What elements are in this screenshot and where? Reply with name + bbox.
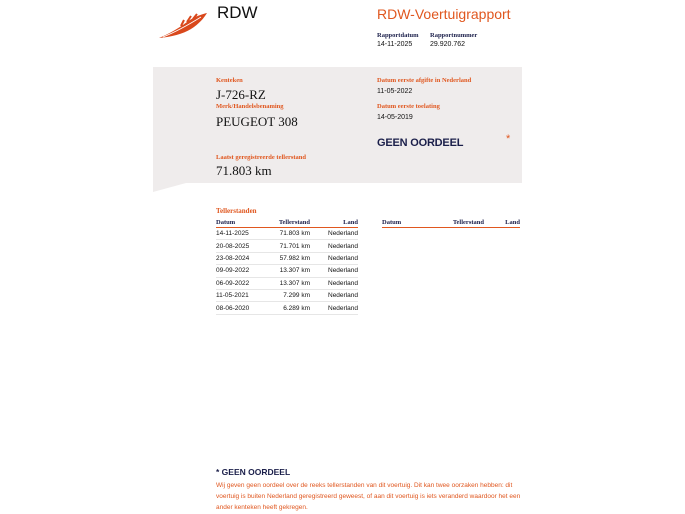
col-datum: Datum [382, 218, 432, 228]
cell-datum: 09-09-2022 [216, 265, 266, 277]
panel-notch [153, 183, 186, 192]
vehicle-summary-panel [153, 67, 522, 183]
cell-datum: 06-09-2022 [216, 277, 266, 289]
kenteken-value: J-726-RZ [216, 87, 266, 102]
tellerstanden-table-left [216, 218, 358, 315]
col-datum: Datum [216, 218, 266, 228]
table-header-row [382, 218, 520, 228]
cell-datum: 08-06-2020 [216, 302, 266, 314]
laatst-tellerstand-value: 71.803 km [216, 163, 272, 178]
cell-datum: 14-11-2025 [216, 228, 266, 240]
footnote-title: * GEEN OORDEEL [216, 467, 291, 477]
tellerstanden-table-right [382, 218, 520, 228]
cell-land: Nederland [310, 289, 358, 301]
col-land: Land [484, 218, 520, 228]
footnote-text: Wij geven geen oordeel over de reeks tellerstanden van dit voertuig. Dit kan twee oorzaken hebben: dit voertuig is buiten Nederland geregistreerd geweest, of aan dit voertuig is iets veranderd waardoor het een ander kenteken heeft gekregen. [216, 482, 521, 511]
table-row [216, 265, 358, 277]
afgifte-value: 11-05-2022 [377, 88, 413, 95]
cell-land: Nederland [310, 277, 358, 289]
merk-value: PEUGEOT 308 [216, 114, 298, 129]
cell-land: Nederland [310, 265, 358, 277]
cell-tellerstand: 71.803 km [266, 228, 310, 240]
cell-land: Nederland [310, 240, 358, 252]
col-land: Land [310, 218, 358, 228]
table-header-row [216, 218, 358, 228]
cell-tellerstand: 6.289 km [266, 302, 310, 314]
report-number-label: Rapportnummer [430, 32, 478, 39]
afgifte-label: Datum eerste afgifte in Nederland [377, 77, 472, 84]
table-row [216, 240, 358, 252]
toelating-value: 14-05-2019 [377, 114, 413, 121]
cell-tellerstand: 71.701 km [266, 240, 310, 252]
table-row [216, 228, 358, 240]
table-row [216, 277, 358, 289]
table-row [216, 302, 358, 314]
rdw-feather-logo-icon [157, 12, 209, 40]
cell-datum: 23-08-2024 [216, 252, 266, 264]
toelating-label: Datum eerste toelating [377, 103, 440, 110]
cell-tellerstand: 13.307 km [266, 277, 310, 289]
oordeel-footnote-marker: * [506, 133, 511, 145]
cell-tellerstand: 7.299 km [266, 289, 310, 301]
kenteken-label: Kenteken [216, 77, 243, 84]
cell-tellerstand: 57.982 km [266, 252, 310, 264]
cell-land: Nederland [310, 228, 358, 240]
table-row [216, 289, 358, 301]
laatst-tellerstand-label: Laatst geregistreerde tellerstand [216, 154, 307, 161]
report-title: RDW-Voertuigrapport [377, 6, 511, 22]
cell-datum: 20-08-2025 [216, 240, 266, 252]
brand-name: RDW [217, 3, 258, 22]
cell-land: Nederland [310, 302, 358, 314]
report-date-label: Rapportdatum [377, 32, 419, 39]
cell-land: Nederland [310, 252, 358, 264]
merk-label: Merk/Handelsbenaming [216, 103, 284, 110]
report-date: 14-11-2025 [377, 41, 413, 48]
tellerstanden-title: Tellerstanden [216, 207, 257, 215]
report-number: 29.920.762 [430, 41, 466, 48]
cell-tellerstand: 13.307 km [266, 265, 310, 277]
cell-datum: 11-05-2021 [216, 289, 266, 301]
col-tellerstand: Tellerstand [432, 218, 484, 228]
table-row [216, 252, 358, 264]
col-tellerstand: Tellerstand [266, 218, 310, 228]
oordeel-status: GEEN OORDEEL [377, 137, 464, 149]
